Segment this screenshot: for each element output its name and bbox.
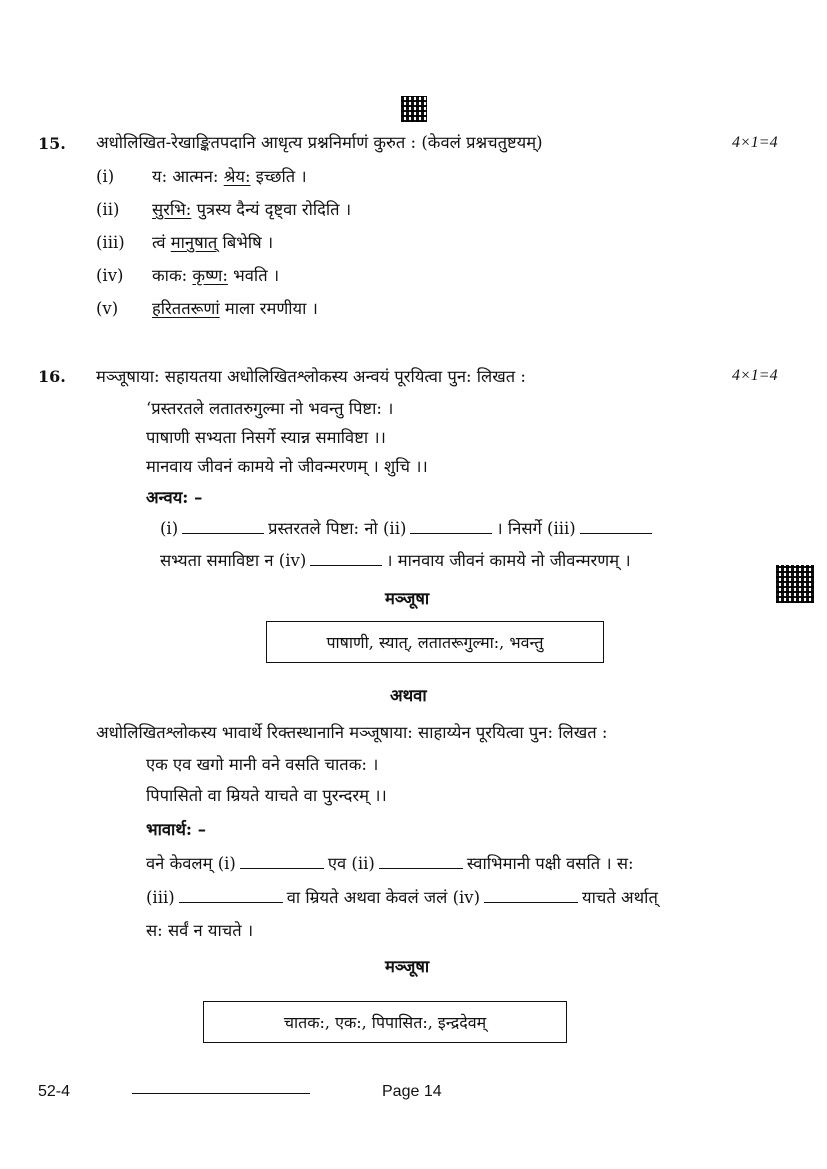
alt-verse-line-1: एक एव खगो मानी वने वसति चातक: । [146,755,379,774]
anvaya-line-1: (i) प्रस्तरतले पिष्टा: नो (ii) । निसर्गे (iii) [160,518,656,540]
q15-item-label: (v) [96,299,119,318]
q15-item-text: य: आत्मन: श्रेय: इच्छति । [152,167,307,186]
q15-item-text: त्वं मानुषात् बिभेषि । [152,233,274,252]
q15-item-text: सुरभि: पुत्रस्य दैन्यं दृष्ट्वा रोदिति । [152,200,352,219]
q15-item-label: (ii) [96,200,120,219]
anvaya-label: अन्वय: – [146,488,203,507]
bhavartha-line-1: वने केवलम् (i) एव (ii) स्वाभिमानी पक्षी वसति । स: [146,854,634,873]
manjusha-words: पाषाणी, स्यात्, लतातरूगुल्मा:, भवन्तु [326,633,544,652]
q16-verse-line-1: ‘प्रस्तरतले लतातरुगुल्मा नो भवन्तु पिष्टा: । [146,399,394,418]
underlined-word: सुरभि: [152,200,192,219]
paper-code: 52-4 [38,1083,71,1100]
blank-ii[interactable] [410,519,492,534]
manjusha2-words: चातक:, एक:, पिपासित:, इन्द्रदेवम् [283,1013,487,1032]
bh-blank-iv[interactable] [484,888,578,903]
q15-prompt: अधोलिखित-रेखाङ्कितपदानि आधृत्य प्रश्ननिर्माणं कुरुत : (केवलं प्रश्नचतुष्टयम्) [96,133,543,152]
q15-marks: 4×1=4 [732,134,778,151]
alt-verse-line-2: पिपासितो वा म्रियते याचते वा पुरन्दरम् ।। [146,786,387,805]
bhavartha-line-3: स: सर्वं न याचते । [146,921,254,940]
q16-verse-line-3: मानवाय जीवनं कामये नो जीवन्मरणम् । शुचि ।। [146,457,428,476]
bh-blank-ii[interactable] [379,854,463,869]
q15-item-label: (i) [96,167,115,186]
bh-blank-i[interactable] [240,854,324,869]
q15-item-label: (iv) [96,266,124,285]
bhavartha-label: भावार्थ: – [146,820,206,839]
q16-verse-line-2: पाषाणी सभ्यता निसर्गे स्यान्न समाविष्टा ।। [146,428,386,447]
qr-code-side [776,565,814,603]
underlined-word: श्रेय: [223,167,251,186]
anvaya-line-2: सभ्यता समाविष्टा न (iv) । मानवाय जीवनं कामये नो जीवन्मरणम् । [160,551,631,570]
page-number: Page 14 [382,1083,442,1100]
footer-rule [132,1093,310,1094]
blank-i[interactable] [182,519,264,534]
q15-item-text: काक: कृष्ण: भवति । [152,266,280,285]
alt-prompt: अधोलिखितश्लोकस्य भावार्थे रिक्तस्थानानि मञ्जूषाया: साहाय्येन पूरयित्वा पुन: लिखत : [96,723,608,742]
manjusha-label: मञ्जूषा [385,589,430,608]
blank-iv[interactable] [310,551,382,566]
bh-blank-iii[interactable] [179,888,283,903]
manjusha-box [266,621,604,663]
q15-item-text: हरिततरूणां माला रमणीया । [152,299,318,318]
manjusha2-label: मञ्जूषा [385,957,430,976]
q15-number: 15. [38,134,66,153]
underlined-word: मानुषात् [170,233,218,252]
q16-number: 16. [38,367,66,386]
qr-code-top [401,96,427,122]
underlined-word: कृष्ण: [192,266,228,285]
q16-marks: 4×1=4 [732,367,778,384]
q15-item-label: (iii) [96,233,125,252]
blank-iii[interactable] [580,519,652,534]
underlined-word: हरिततरूणां [152,299,220,318]
q16-prompt: मञ्जूषाया: सहायतया अधोलिखितश्लोकस्य अन्वयं पूरयित्वा पुन: लिखत : [96,367,526,386]
manjusha2-box [203,1001,567,1043]
bhavartha-line-2: (iii) वा म्रियते अथवा केवलं जलं (iv) याचते अर्थात् [146,888,658,907]
or-label: अथवा [390,686,427,705]
